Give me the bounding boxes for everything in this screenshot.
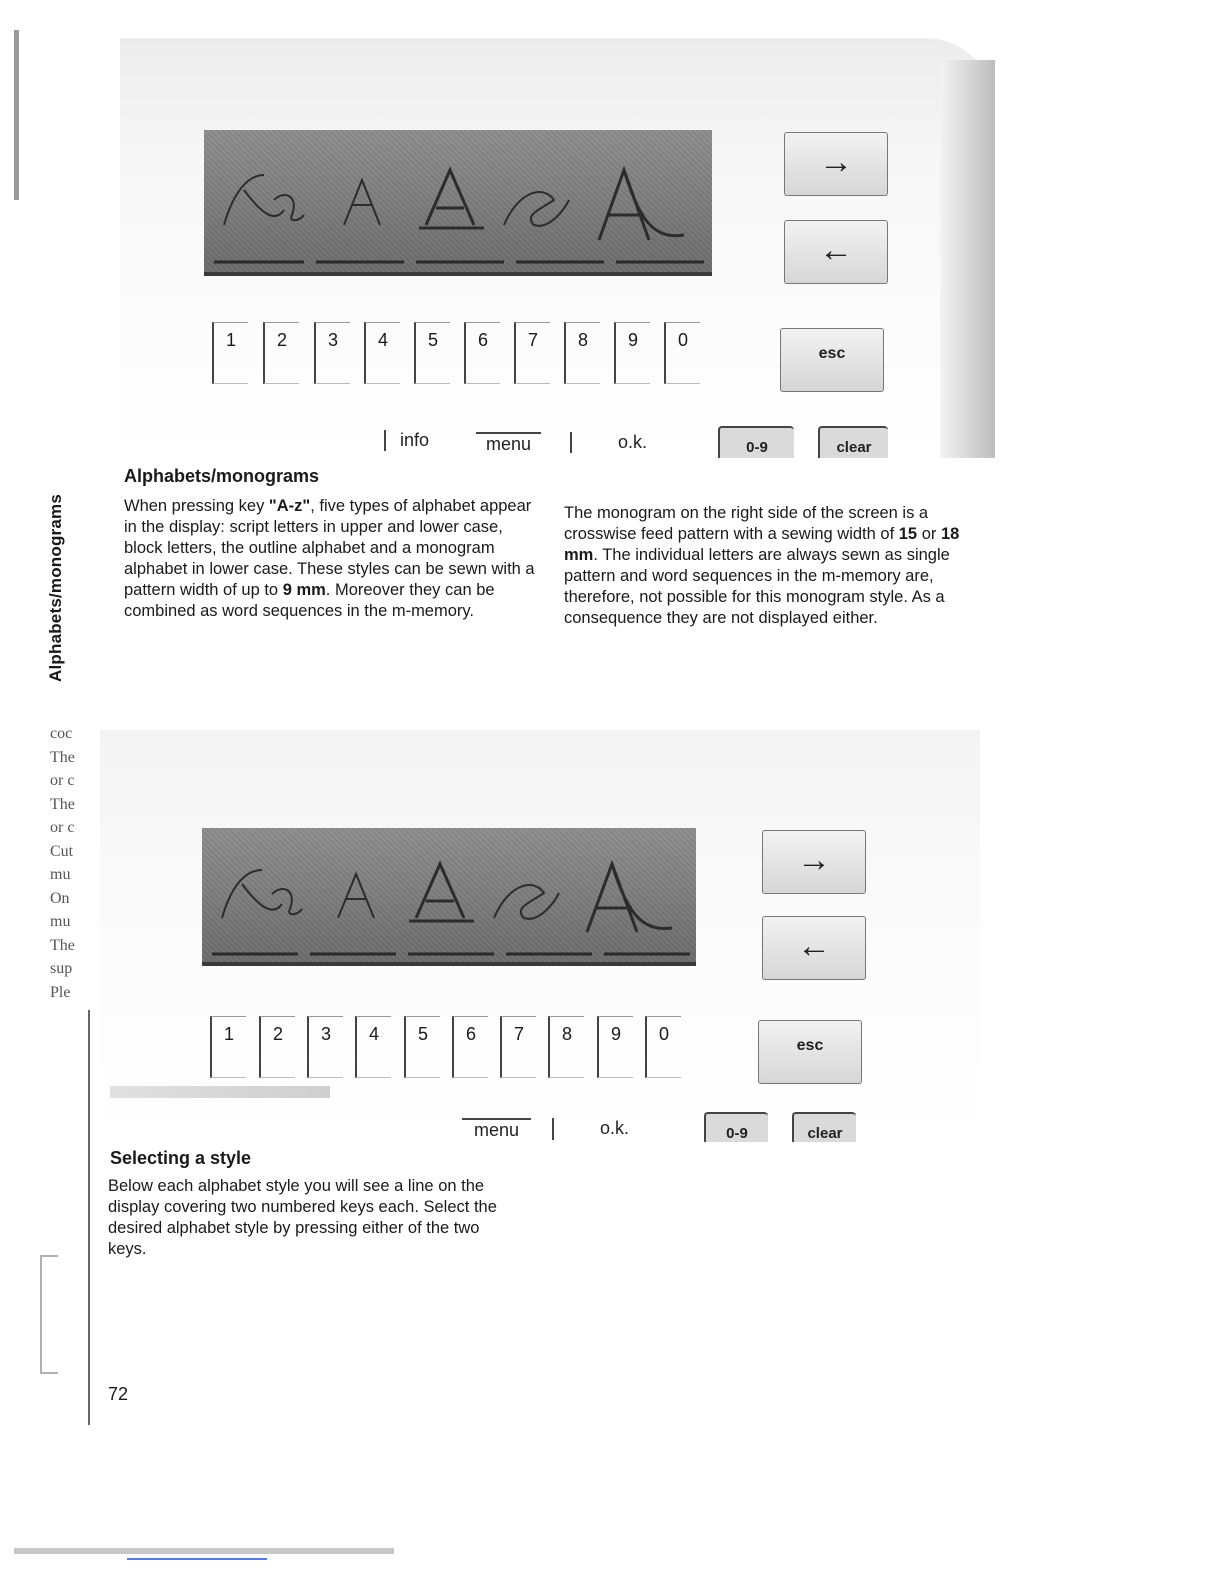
number-key-0[interactable]: 0 bbox=[664, 322, 700, 384]
number-key-6[interactable]: 6 bbox=[452, 1016, 488, 1078]
fragment: The bbox=[50, 936, 75, 954]
fragment: The bbox=[50, 795, 75, 813]
fragment: or c bbox=[50, 772, 75, 789]
body-paragraph: When pressing key "A-z", five types of alphabet appear in the display: script letters in upper and lower case, block letters, the outline alphabet and a monogram alphabet in lower case. These styles can be sewn with a pattern width of up to 9 mm. Moreover they can be combined as word sequences in the m-memory. bbox=[124, 497, 535, 620]
menu-key[interactable]: menu bbox=[462, 1118, 531, 1142]
arrow-left-icon: ← bbox=[819, 231, 853, 269]
lcd-display bbox=[204, 130, 712, 276]
number-key-8[interactable]: 8 bbox=[548, 1016, 584, 1078]
arrow-right-key[interactable] bbox=[762, 830, 866, 894]
number-key-2[interactable]: 2 bbox=[259, 1016, 295, 1078]
esc-key[interactable]: esc bbox=[780, 328, 884, 392]
number-key-6[interactable]: 6 bbox=[464, 322, 500, 384]
number-key-8[interactable]: 8 bbox=[564, 322, 600, 384]
panel-photo-bottom bbox=[0, 720, 1224, 1140]
fragment: Ple bbox=[50, 983, 71, 1001]
alphabet-glyphs-icon bbox=[202, 828, 696, 962]
scan-mark bbox=[127, 1558, 267, 1560]
info-key[interactable]: info bbox=[384, 430, 429, 451]
arrow-left-key[interactable] bbox=[784, 220, 888, 284]
body-paragraph: The monogram on the right side of the screen is a crosswise feed pattern with a sewing width of 15 or 18 mm. The individual letters are always sewn as single pattern and word sequences in the m-memory are, therefore, not possible for this monogram style. As a consequence they are not displayed either. bbox=[564, 504, 960, 627]
scan-edge bbox=[14, 1548, 394, 1554]
number-key-0[interactable]: 0 bbox=[645, 1016, 681, 1078]
arrow-right-key[interactable] bbox=[784, 132, 888, 196]
esc-key[interactable]: esc bbox=[758, 1020, 862, 1084]
number-key-5[interactable]: 5 bbox=[404, 1016, 440, 1078]
fragment: Cut bbox=[50, 842, 74, 860]
ok-key[interactable]: o.k. bbox=[570, 432, 687, 453]
body-paragraph: Below each alphabet style you will see a line on the display covering two numbered keys each. Select the desired alphabet style by pressing either of the two keys. bbox=[108, 1177, 497, 1258]
number-key-4[interactable]: 4 bbox=[355, 1016, 391, 1078]
fragment: or c bbox=[50, 819, 75, 836]
clear-key[interactable]: clear bbox=[818, 426, 888, 458]
digits-key[interactable]: 0-9 bbox=[704, 1112, 768, 1142]
number-key-2[interactable]: 2 bbox=[263, 322, 299, 384]
fragment: mu bbox=[50, 866, 71, 883]
fragment: mu bbox=[50, 913, 71, 930]
page-number: 72 bbox=[108, 1384, 129, 1404]
arrow-left-icon: ← bbox=[797, 927, 831, 965]
menu-key[interactable]: menu bbox=[476, 432, 541, 455]
bracket-mark bbox=[40, 1255, 58, 1374]
digits-key[interactable]: 0-9 bbox=[718, 426, 794, 458]
number-key-1[interactable]: 1 bbox=[212, 322, 248, 384]
panel-photo-top bbox=[0, 0, 1224, 460]
section-heading: Alphabets/monograms bbox=[124, 466, 320, 486]
number-key-1[interactable]: 1 bbox=[210, 1016, 246, 1078]
number-key-5[interactable]: 5 bbox=[414, 322, 450, 384]
clear-key[interactable]: clear bbox=[792, 1112, 856, 1142]
number-key-4[interactable]: 4 bbox=[364, 322, 400, 384]
number-key-9[interactable]: 9 bbox=[614, 322, 650, 384]
number-key-9[interactable]: 9 bbox=[597, 1016, 633, 1078]
fragment: coc bbox=[50, 725, 73, 742]
fragment: On bbox=[50, 889, 70, 907]
number-key-7[interactable]: 7 bbox=[500, 1016, 536, 1078]
side-tab: Alphabets/monograms bbox=[46, 493, 65, 682]
number-key-7[interactable]: 7 bbox=[514, 322, 550, 384]
number-key-3[interactable]: 3 bbox=[307, 1016, 343, 1078]
arrow-left-key[interactable] bbox=[762, 916, 866, 980]
lcd-display bbox=[202, 828, 696, 966]
arrow-right-icon: → bbox=[819, 143, 853, 181]
arrow-right-icon: → bbox=[797, 841, 831, 879]
number-key-3[interactable]: 3 bbox=[314, 322, 350, 384]
fragment: sup bbox=[50, 960, 73, 977]
cable-shadow bbox=[110, 1086, 330, 1098]
alphabet-glyphs-icon bbox=[204, 130, 712, 272]
ok-key[interactable]: o.k. bbox=[552, 1118, 669, 1140]
section-heading: Selecting a style bbox=[110, 1148, 252, 1168]
fragment: The bbox=[50, 748, 75, 766]
